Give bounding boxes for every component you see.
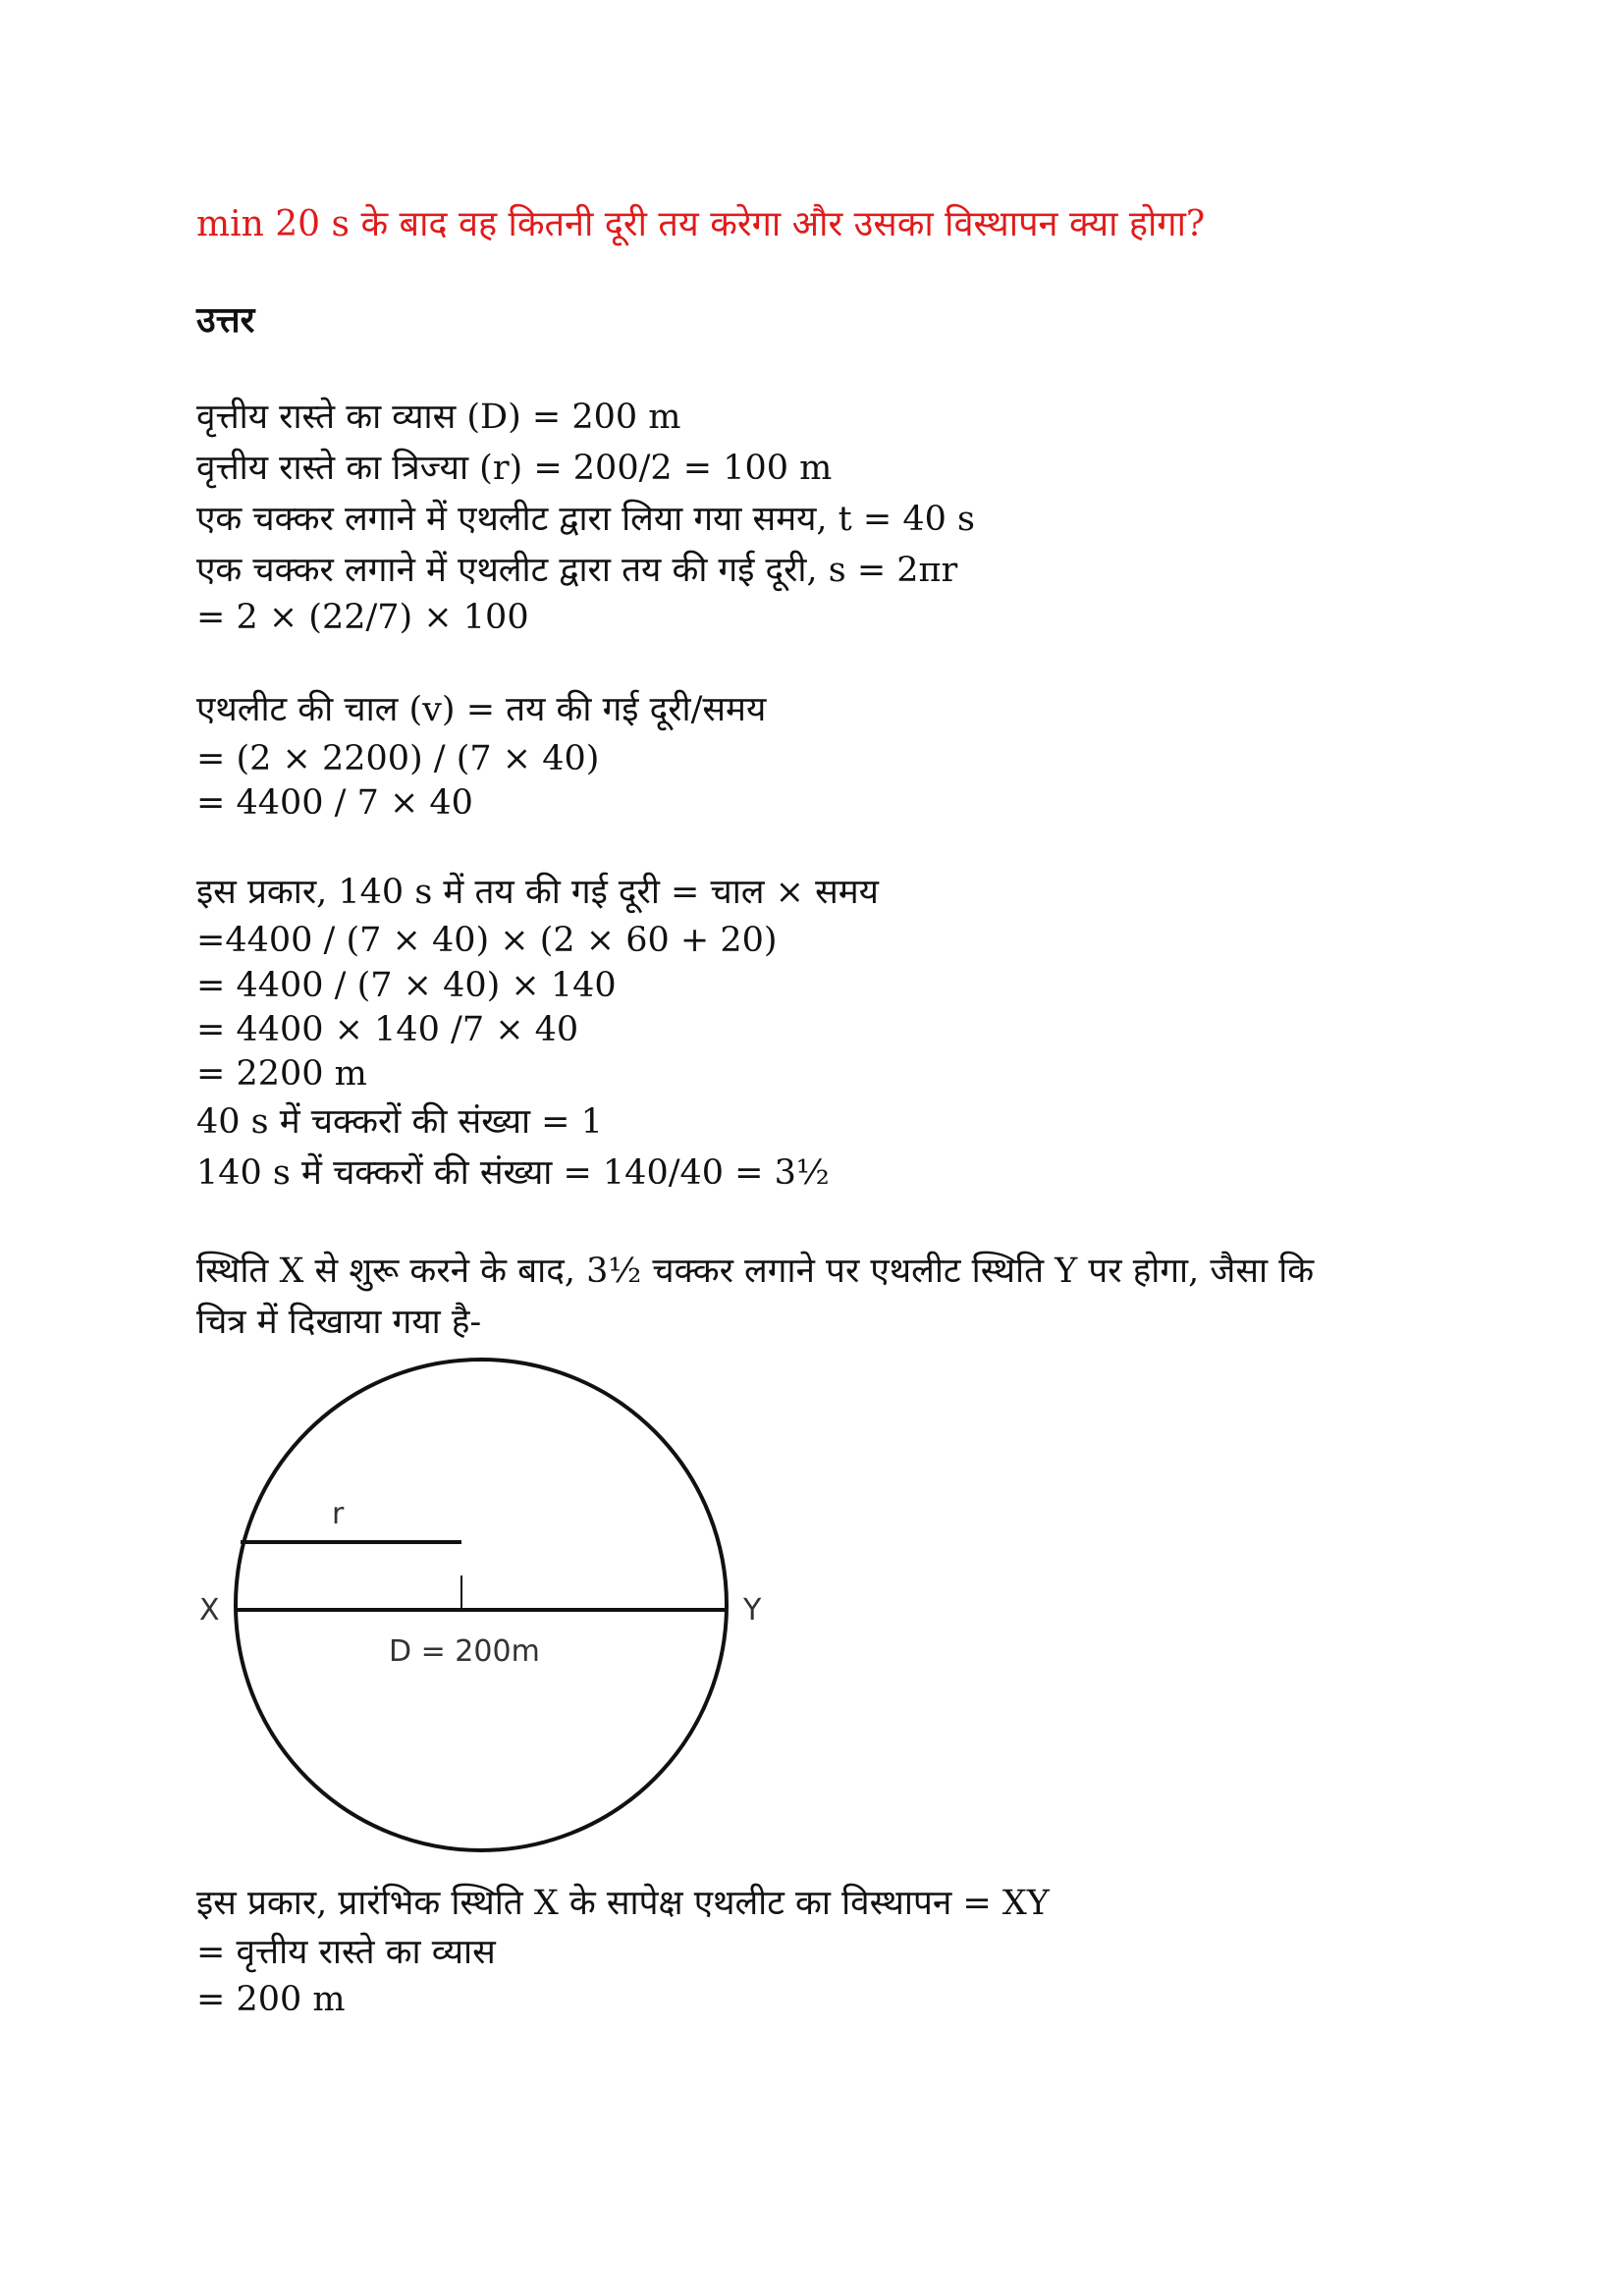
- speed-line-3: = 4400 / 7 × 40: [196, 783, 473, 823]
- distance-line-4: = 4400 × 140 /7 × 40: [196, 1010, 579, 1049]
- diameter-label: D = 200m: [389, 1634, 540, 1669]
- displacement-line-3: = 200 m: [196, 1980, 346, 2019]
- distance-line-5: = 2200 m: [196, 1054, 367, 1094]
- question-text: min 20 s के बाद वह कितनी दूरी तय करेगा और उसका विस्थापन क्या होगा?: [196, 204, 1206, 244]
- distance-line-6: 40 s में चक्करों की संख्या = 1: [196, 1102, 603, 1142]
- answer-heading: उत्तर: [196, 299, 255, 341]
- distance-line-7: 140 s में चक्करों की संख्या = 140/40 = 3½: [196, 1153, 830, 1193]
- given-line-3: एक चक्कर लगाने में एथलीट द्वारा लिया गया समय, t = 40 s: [196, 500, 975, 539]
- point-x-label: X: [199, 1593, 220, 1628]
- point-y-label: Y: [743, 1593, 762, 1628]
- radius-label: r: [332, 1497, 345, 1531]
- position-line-2: चित्र में दिखाया गया है-: [196, 1303, 482, 1342]
- given-line-5: = 2 × (22/7) × 100: [196, 598, 529, 637]
- position-line-1: स्थिति X से शुरू करने के बाद, 3½ चक्कर लगाने पर एथलीट स्थिति Y पर होगा, जैसा कि: [196, 1252, 1315, 1291]
- displacement-line-1: इस प्रकार, प्रारंभिक स्थिति X के सापेक्ष एथलीट का विस्थापन = XY: [196, 1884, 1050, 1923]
- circular-path: [236, 1360, 727, 1850]
- circle-diagram: [187, 1355, 795, 1865]
- given-line-1: वृत्तीय रास्ते का व्यास (D) = 200 m: [196, 398, 681, 437]
- distance-line-2: =4400 / (7 × 40) × (2 × 60 + 20): [196, 921, 778, 960]
- distance-line-3: = 4400 / (7 × 40) × 140: [196, 966, 617, 1005]
- given-line-4: एक चक्कर लगाने में एथलीट द्वारा तय की गई दूरी, s = 2πr: [196, 551, 958, 590]
- speed-line-2: = (2 × 2200) / (7 × 40): [196, 739, 600, 778]
- given-line-2: वृत्तीय रास्ते का त्रिज्या (r) = 200/2 = 100 m: [196, 449, 833, 488]
- displacement-line-2: = वृत्तीय रास्ते का व्यास: [196, 1933, 496, 1972]
- distance-line-1: इस प्रकार, 140 s में तय की गई दूरी = चाल × समय: [196, 873, 879, 912]
- speed-line-1: एथलीट की चाल (v) = तय की गई दूरी/समय: [196, 690, 767, 729]
